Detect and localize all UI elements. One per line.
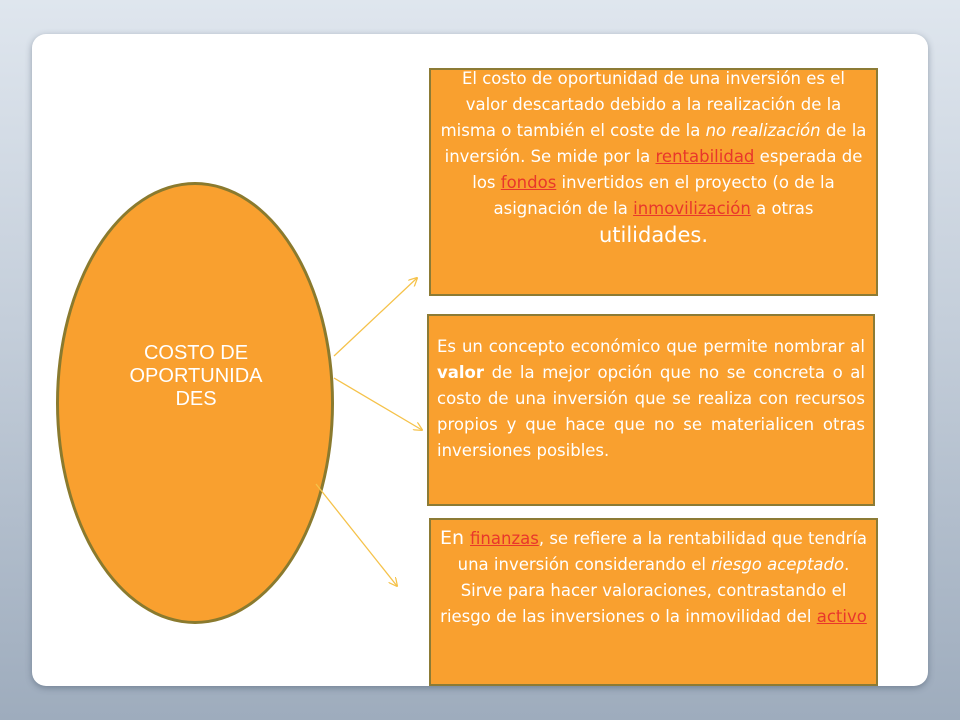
box2-text-b: de la mejor opción que no se concreta o al costo de una inversión que se realiza con recursos propios y que hace que no se materialicen otras inversiones posibles. (437, 363, 865, 460)
box1-text-c: esperada de los (472, 147, 863, 192)
box3-text-b: . Sirve para hacer valoraciones, contrastando el riesgo de las inversiones o la inmovilidad del (440, 555, 850, 626)
definition-box-3 (429, 518, 878, 686)
definition-box-2 (427, 314, 875, 506)
arrow-to-box3 (316, 484, 397, 586)
concept-label-line2: OPORTUNIDA (129, 365, 263, 387)
box2-text-a: Es un concepto económico que permite nombrar al (437, 337, 865, 356)
fondos-link[interactable]: fondos (500, 173, 557, 192)
arrow-to-box1 (334, 278, 417, 356)
definition-text-1 (439, 68, 868, 250)
box1-text-f: otras (771, 199, 814, 218)
concept-label-line3: DES (175, 388, 217, 410)
finanzas-link[interactable]: finanzas (470, 529, 539, 548)
box2-strong: valor (437, 363, 485, 382)
box1-text-a: El costo de oportunidad de una inversión es el valor descartado debido a la realización de la misma o también el coste de la (440, 69, 845, 140)
slide (32, 34, 928, 686)
box3-text-a: , se refiere a la rentabilidad que tendría una inversión considerando el (457, 529, 868, 574)
box3-emphasis: riesgo aceptado (711, 555, 845, 574)
box1-text-d: invertidos en el proyecto (o de la asignación de la (493, 173, 835, 218)
definition-text-2 (437, 334, 865, 464)
concept-label (122, 342, 270, 411)
box1-text-b: de la inversión. Se mide por la (444, 121, 867, 166)
box3-lead: En (439, 527, 471, 549)
rentabilidad-link[interactable]: rentabilidad (655, 147, 755, 166)
activo-link[interactable]: activo (816, 607, 867, 626)
box1-text-e: a (750, 199, 772, 218)
definition-box-1 (429, 68, 878, 296)
inmovilizacion-link[interactable]: inmovilización (633, 199, 751, 218)
box1-emphasis: no realización (705, 121, 821, 140)
concept-label-line1: COSTO DE (143, 342, 249, 364)
box1-text-g: utilidades. (598, 223, 709, 247)
arrow-to-box2 (334, 378, 422, 430)
definition-text-3 (439, 525, 868, 630)
